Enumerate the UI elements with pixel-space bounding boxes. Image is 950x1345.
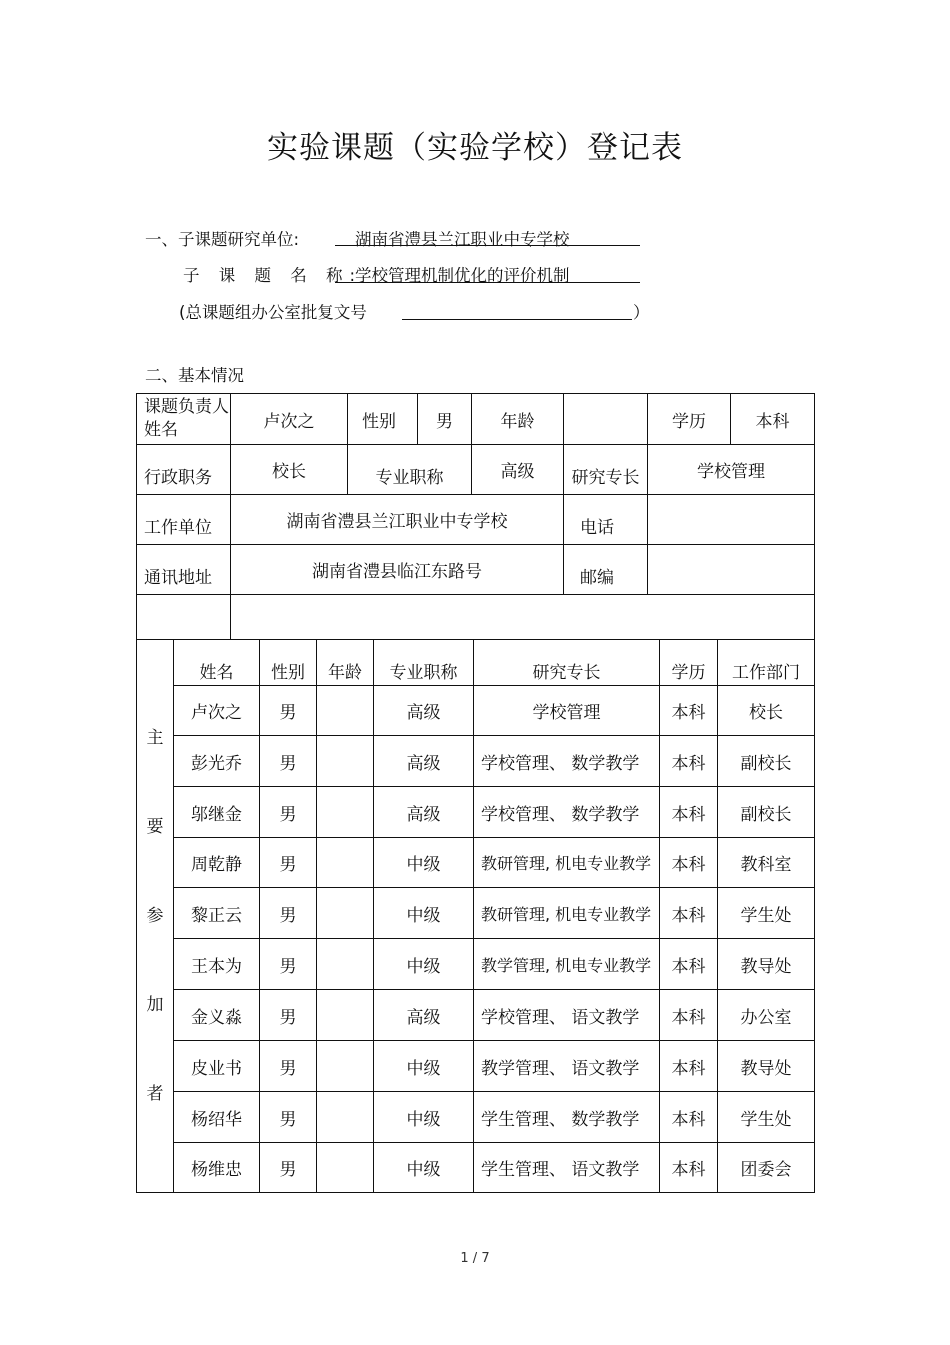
header-gender: 性别 bbox=[260, 640, 317, 686]
work-value: 湖南省澧县兰江职业中专学校 bbox=[231, 495, 564, 545]
subject-name-label: 子 课 题 名 称: bbox=[183, 266, 363, 285]
member-name: 金义淼 bbox=[174, 990, 260, 1041]
member-name: 杨维忠 bbox=[174, 1143, 260, 1193]
member-spec: 教学管理, 机电专业教学 bbox=[474, 939, 660, 990]
member-title: 中级 bbox=[374, 939, 474, 990]
member-edu: 本科 bbox=[660, 736, 718, 787]
member-title: 中级 bbox=[374, 1041, 474, 1092]
leader-gender-label: 性别 bbox=[348, 394, 418, 445]
subject-name-value: 学校管理机制优化的评价机制 bbox=[355, 266, 570, 285]
member-name: 卢次之 bbox=[174, 686, 260, 736]
member-gender: 男 bbox=[260, 888, 317, 939]
member-name: 王本为 bbox=[174, 939, 260, 990]
approval-close: ） bbox=[633, 303, 650, 322]
side-char-1: 主 bbox=[146, 727, 164, 748]
section2-heading: 二、基本情况 bbox=[145, 366, 244, 385]
member-edu: 本科 bbox=[660, 686, 718, 736]
member-age bbox=[317, 939, 374, 990]
unit-label: 一、子课题研究单位: bbox=[145, 230, 300, 249]
phone-value bbox=[648, 495, 815, 545]
member-name: 杨绍华 bbox=[174, 1092, 260, 1143]
side-char-2: 要 bbox=[146, 816, 164, 837]
member-spec: 教研管理, 机电专业教学 bbox=[474, 888, 660, 939]
member-edu: 本科 bbox=[660, 1143, 718, 1193]
member-dept: 校长 bbox=[718, 686, 815, 736]
member-edu: 本科 bbox=[660, 1041, 718, 1092]
leader-age-label: 年龄 bbox=[472, 394, 564, 445]
page-title: 实验课题（实验学校）登记表 bbox=[267, 130, 683, 166]
member-age bbox=[317, 787, 374, 838]
leader-edu-label: 学历 bbox=[648, 394, 731, 445]
zip-label: 邮编 bbox=[564, 545, 648, 595]
table-row bbox=[137, 990, 815, 1041]
blank-cell-left bbox=[137, 595, 231, 640]
member-dept: 学生处 bbox=[718, 1092, 815, 1143]
member-age bbox=[317, 990, 374, 1041]
member-gender: 男 bbox=[260, 1041, 317, 1092]
title-value: 高级 bbox=[472, 445, 564, 495]
member-spec: 学校管理、 数学教学 bbox=[474, 736, 660, 787]
member-gender: 男 bbox=[260, 1092, 317, 1143]
member-title: 高级 bbox=[374, 787, 474, 838]
member-title: 高级 bbox=[374, 686, 474, 736]
member-age bbox=[317, 1041, 374, 1092]
member-dept: 副校长 bbox=[718, 787, 815, 838]
member-spec: 学生管理、 数学教学 bbox=[474, 1092, 660, 1143]
member-edu: 本科 bbox=[660, 888, 718, 939]
member-gender: 男 bbox=[260, 939, 317, 990]
header-age: 年龄 bbox=[317, 640, 374, 686]
member-edu: 本科 bbox=[660, 1092, 718, 1143]
table-row bbox=[137, 787, 815, 838]
addr-value: 湖南省澧县临江东路号 bbox=[231, 545, 564, 595]
table-row bbox=[137, 736, 815, 787]
member-dept: 办公室 bbox=[718, 990, 815, 1041]
member-title: 中级 bbox=[374, 1092, 474, 1143]
phone-label: 电话 bbox=[564, 495, 648, 545]
table-row bbox=[137, 686, 815, 736]
addr-label: 通讯地址 bbox=[137, 545, 231, 595]
leader-name-label: 课题负责人姓名 bbox=[137, 394, 231, 445]
table-row bbox=[137, 838, 815, 888]
table-row bbox=[137, 888, 815, 939]
member-name: 黎正云 bbox=[174, 888, 260, 939]
side-char-3: 参 bbox=[146, 905, 164, 926]
member-name: 皮业书 bbox=[174, 1041, 260, 1092]
member-dept: 教导处 bbox=[718, 939, 815, 990]
header-edu: 学历 bbox=[660, 640, 718, 686]
leader-age bbox=[564, 394, 648, 445]
zip-value bbox=[648, 545, 815, 595]
member-gender: 男 bbox=[260, 1143, 317, 1193]
member-spec: 学生管理、 语文教学 bbox=[474, 1143, 660, 1193]
leader-info-table bbox=[136, 393, 815, 640]
leader-name: 卢次之 bbox=[231, 394, 348, 445]
spec-value: 学校管理 bbox=[648, 445, 815, 495]
member-spec: 学校管理 bbox=[474, 686, 660, 736]
members-side-label bbox=[137, 640, 174, 1193]
subject-name-underline bbox=[335, 281, 640, 283]
unit-underline bbox=[335, 244, 640, 246]
member-title: 高级 bbox=[374, 736, 474, 787]
member-age bbox=[317, 1092, 374, 1143]
header-name: 姓名 bbox=[174, 640, 260, 686]
side-char-4: 加 bbox=[146, 994, 164, 1015]
header-spec: 研究专长 bbox=[474, 640, 660, 686]
header-title: 专业职称 bbox=[374, 640, 474, 686]
member-edu: 本科 bbox=[660, 838, 718, 888]
post-label: 行政职务 bbox=[137, 445, 231, 495]
member-name: 邬继金 bbox=[174, 787, 260, 838]
member-gender: 男 bbox=[260, 990, 317, 1041]
member-dept: 副校长 bbox=[718, 736, 815, 787]
member-age bbox=[317, 888, 374, 939]
member-edu: 本科 bbox=[660, 990, 718, 1041]
member-dept: 教导处 bbox=[718, 1041, 815, 1092]
unit-value: 湖南省澧县兰江职业中专学校 bbox=[355, 230, 570, 249]
member-title: 中级 bbox=[374, 838, 474, 888]
spec-label: 研究专长 bbox=[564, 445, 648, 495]
member-gender: 男 bbox=[260, 838, 317, 888]
member-spec: 学校管理、 数学教学 bbox=[474, 787, 660, 838]
table-row bbox=[137, 939, 815, 990]
member-name: 周乾静 bbox=[174, 838, 260, 888]
table-row bbox=[137, 1143, 815, 1193]
post-value: 校长 bbox=[231, 445, 348, 495]
header-dept: 工作部门 bbox=[718, 640, 815, 686]
member-title: 高级 bbox=[374, 990, 474, 1041]
table-row bbox=[137, 1041, 815, 1092]
member-spec: 教学管理、 语文教学 bbox=[474, 1041, 660, 1092]
blank-cell-right bbox=[231, 595, 815, 640]
member-edu: 本科 bbox=[660, 787, 718, 838]
work-label: 工作单位 bbox=[137, 495, 231, 545]
table-row bbox=[137, 1092, 815, 1143]
member-dept: 教科室 bbox=[718, 838, 815, 888]
member-spec: 教研管理, 机电专业教学 bbox=[474, 838, 660, 888]
approval-label: (总课题组办公室批复文号 bbox=[179, 303, 367, 322]
approval-underline bbox=[402, 318, 632, 320]
member-title: 中级 bbox=[374, 1143, 474, 1193]
title-label: 专业职称 bbox=[348, 445, 472, 495]
member-title: 中级 bbox=[374, 888, 474, 939]
member-name: 彭光乔 bbox=[174, 736, 260, 787]
member-gender: 男 bbox=[260, 686, 317, 736]
side-char-5: 者 bbox=[146, 1083, 164, 1104]
member-dept: 团委会 bbox=[718, 1143, 815, 1193]
leader-gender: 男 bbox=[418, 394, 472, 445]
member-age bbox=[317, 686, 374, 736]
member-edu: 本科 bbox=[660, 939, 718, 990]
leader-edu: 本科 bbox=[731, 394, 815, 445]
member-age bbox=[317, 736, 374, 787]
page-number: 1 / 7 bbox=[460, 1251, 490, 1266]
member-dept: 学生处 bbox=[718, 888, 815, 939]
member-spec: 学校管理、 语文教学 bbox=[474, 990, 660, 1041]
member-gender: 男 bbox=[260, 787, 317, 838]
members-table bbox=[136, 639, 815, 1193]
member-age bbox=[317, 1143, 374, 1193]
member-age bbox=[317, 838, 374, 888]
member-gender: 男 bbox=[260, 736, 317, 787]
